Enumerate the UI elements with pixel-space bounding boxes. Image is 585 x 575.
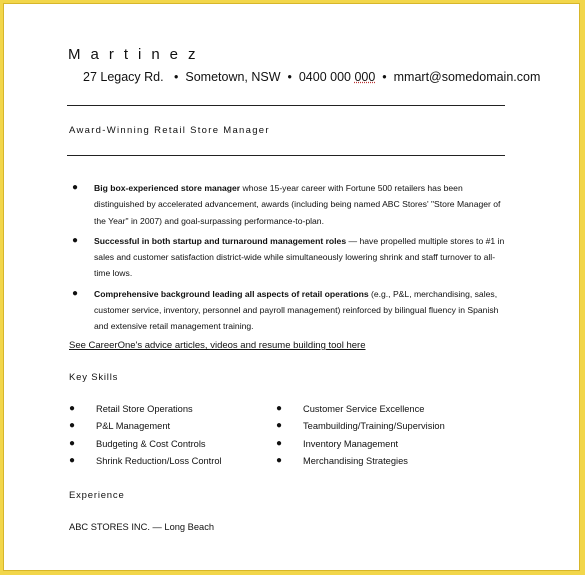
bullet-icon: ● bbox=[69, 455, 76, 466]
candidate-name: Martinez bbox=[68, 46, 206, 63]
email: mmart@somedomain.com bbox=[393, 70, 541, 84]
separator-dot: • bbox=[167, 70, 182, 84]
bullet-icon: ● bbox=[69, 420, 76, 431]
bullet-icon: ● bbox=[69, 403, 76, 414]
bullet-icon: ● bbox=[72, 182, 79, 193]
employer-line: ABC STORES INC. — Long Beach bbox=[69, 522, 215, 532]
address: 27 Legacy Rd. bbox=[83, 70, 164, 84]
summary-bold: Successful in both startup and turnaround management roles bbox=[94, 235, 347, 246]
skills-heading: Key Skills bbox=[69, 372, 119, 383]
bullet-icon: ● bbox=[276, 420, 283, 431]
careerone-link[interactable]: See CareerOne's advice articles, videos and resume building tool here bbox=[69, 340, 366, 351]
separator-dot: • bbox=[284, 70, 296, 84]
bullet-icon: ● bbox=[72, 234, 79, 246]
summary-bold: Big box-experienced store manager bbox=[94, 183, 241, 193]
separator-dot: • bbox=[378, 70, 391, 84]
summary-text: whose 15-year career with Fortune 500 retailers has been distinguished by accelerated advancement, awards (including being named ABC Stores' "Store Manager of the Year" in 2007) and goal-surpassing performance-to-plan. bbox=[94, 183, 501, 226]
summary-list bbox=[69, 180, 509, 339]
experience-heading: Experience bbox=[69, 490, 125, 501]
bullet-icon: ● bbox=[69, 438, 76, 449]
summary-item bbox=[69, 233, 509, 282]
divider-top bbox=[67, 105, 505, 106]
summary-text: (e.g., P&L, merchandising, sales, customer service, inventory, personnel and payroll management) reinforced by bilingual fluency in Spanish and extensive retail management training. bbox=[94, 288, 499, 332]
bullet-icon: ● bbox=[72, 287, 79, 299]
city: Sometown, NSW bbox=[185, 70, 281, 84]
resume-page: Martinez 27 Legacy Rd. • Sometown, NSW • 0400 000 000 • mmart@somedomain.com Award-Winning Retail Store Manager ● Big box-experienced store manager whose 15-year career with Fortune 500 retailers has been distinguished by accelerated advancement, awards (including being named ABC Stores' "Store Manager of the Year" in 2007) and goal-surpassing performance-to-plan. ● Successful in both startup and turnaround management roles — have propelled multiple stores to #1 in sales and customer satisfaction district-wide while simultaneously lowering shrink and staff turnover to all-time lows. ● Comprehensive background leading all aspects of retail operations (e.g., P&L, merchandising, sales, customer service, inventory, personnel and payroll management) reinforced by bilingual fluency in Spanish and extensive retail management training. See CareerOne's advice articles, videos and resume building tool here Key Skills ● Retail Store Operations ● P&L Management ● Budgeting & Cost Controls ● Shrink Reduction/Loss Control ● Customer Service Excellence ● Teambuilding/Training/Supervision ● Inventory Management ● Merchandising Strategies Experience ABC STORES INC. — Long Beach bbox=[3, 3, 580, 571]
bullet-icon: ● bbox=[276, 455, 283, 466]
summary-item bbox=[69, 286, 509, 335]
headline: Award-Winning Retail Store Manager bbox=[69, 125, 270, 136]
bullet-icon: ● bbox=[276, 438, 283, 449]
divider-bottom bbox=[67, 155, 505, 156]
summary-bold: Comprehensive background leading all aspects of retail operations bbox=[94, 288, 369, 299]
phone-prefix: 0400 000 bbox=[298, 70, 351, 84]
contact-line bbox=[83, 70, 540, 84]
phone-suffix: 000 bbox=[354, 70, 376, 84]
bullet-icon: ● bbox=[276, 403, 283, 414]
summary-text: — have propelled multiple stores to #1 in sales and customer satisfaction district-wide while simultaneously lowering shrink and staff turnover to all-time lows. bbox=[94, 235, 505, 279]
summary-item bbox=[69, 180, 509, 229]
